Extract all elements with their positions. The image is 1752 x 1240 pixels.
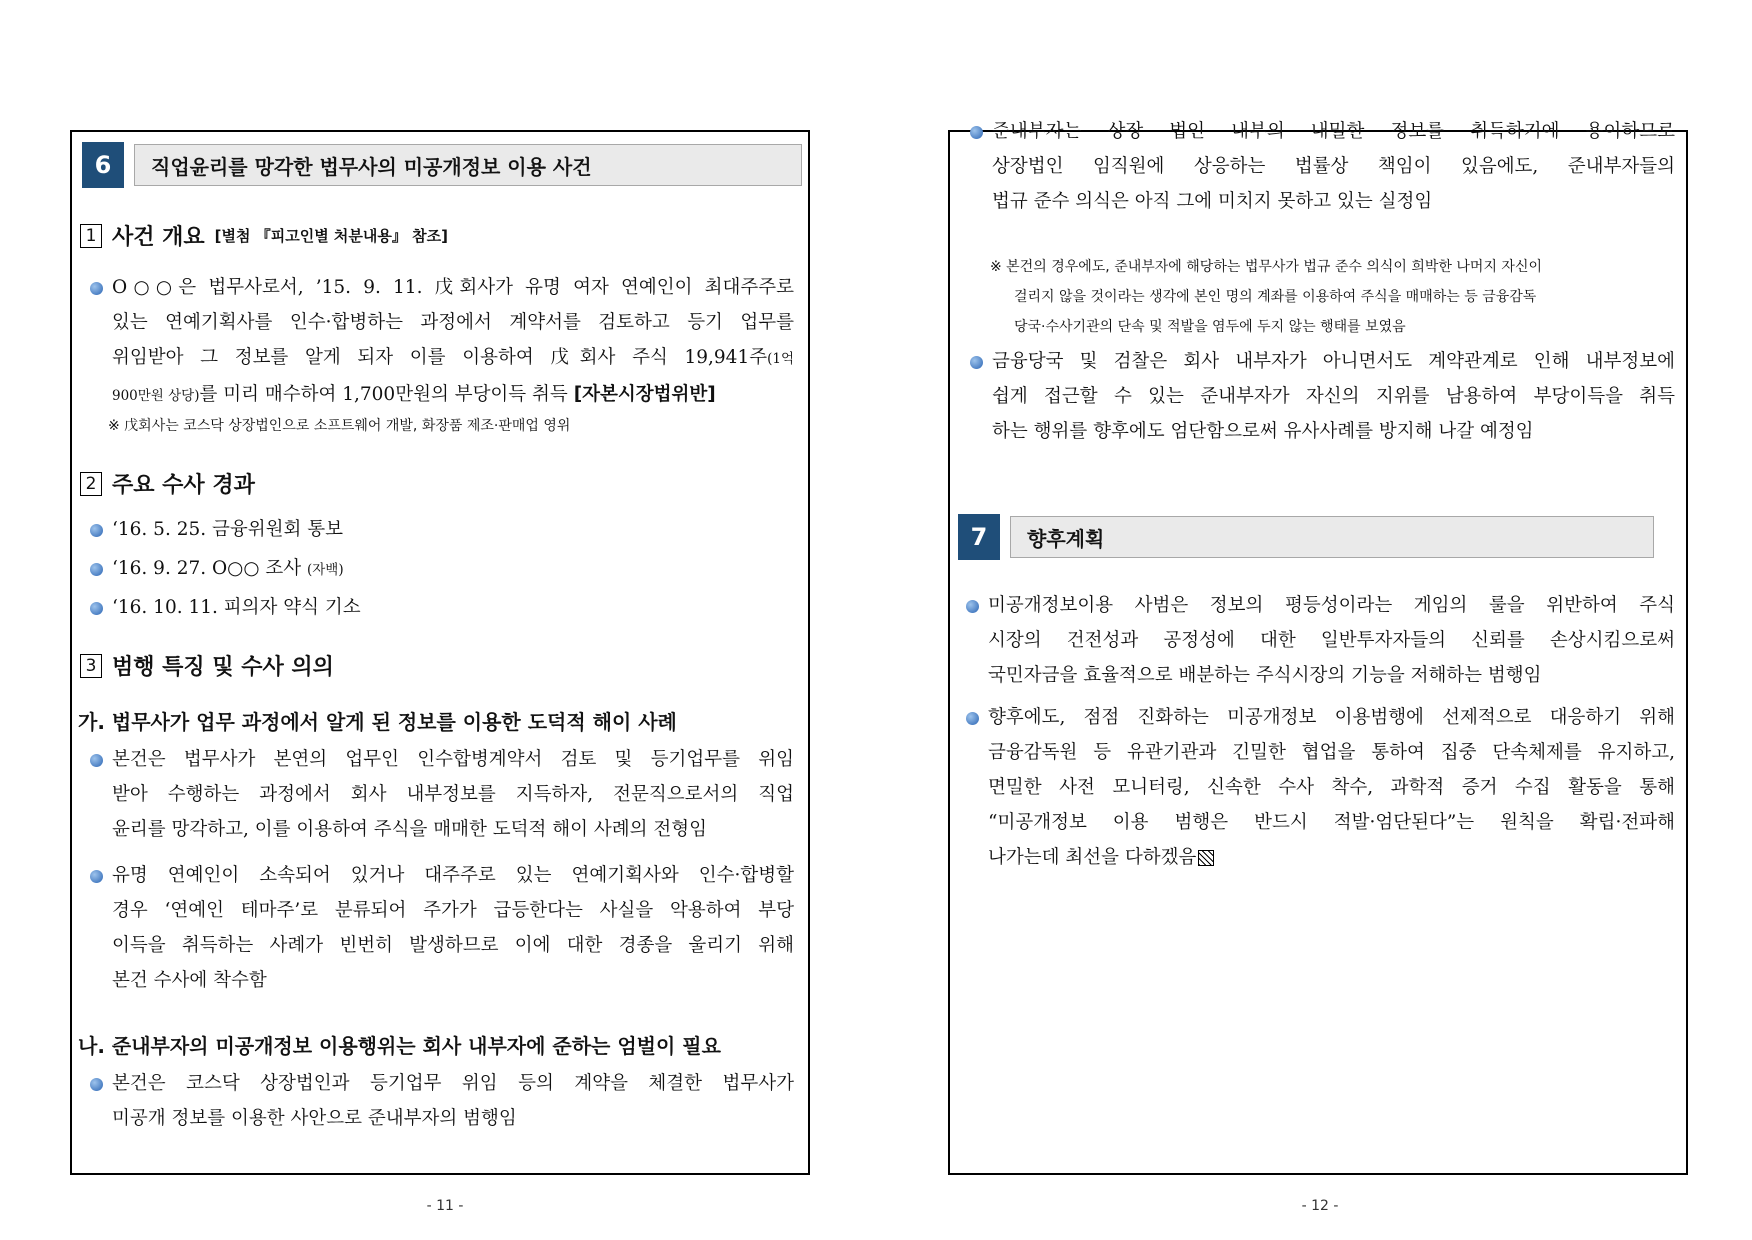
text-line: 준내부자는 상장 법인 내부의 내밀한 정보를 취득하기에 용이하므로	[992, 121, 1675, 142]
heading-significance	[80, 650, 334, 681]
note-company-info: ※ 戊회사는 코스닥 상장법인으로 소프트웨어 개발, 화장품 제조·판매업 영위	[108, 418, 571, 434]
section-title: 직업윤리를 망각한 법무사의 미공개정보 이용 사건	[134, 144, 802, 186]
heading-reference: [별첨 『피고인별 처분내용』 참조]	[214, 227, 448, 245]
text-line: 국민자금을 효율적으로 배분하는 주식시장의 기능을 저해하는 범행임	[988, 665, 1542, 686]
text-line: 하는 행위를 향후에도 엄단함으로써 유사사례를 방지해 나갈 예정임	[992, 421, 1534, 442]
text-line: 위임받아 그 정보를 알게 되자 이를 이용하여 戊회사 주식 19,941주(1억	[112, 347, 794, 368]
heading-overview	[80, 220, 448, 251]
bullet-case-summary	[112, 270, 794, 414]
bullet-icon	[90, 282, 103, 295]
bullet-icon	[970, 356, 983, 369]
page-right	[948, 121, 1688, 1175]
page-number: - 11 -	[426, 1198, 464, 1214]
heading-label: 주요 수사 경과	[112, 473, 255, 498]
text-line: 윤리를 망각하고, 이를 이용하여 주식을 매매한 도덕적 해이 사례의 전형임	[112, 819, 707, 840]
timeline-item: ‘16. 5. 25. 금융위원회 통보	[112, 512, 343, 547]
text-line: 미공개 정보를 이용한 사안으로 준내부자의 범행임	[112, 1108, 517, 1129]
heading-number-box: 2	[80, 472, 102, 496]
bullet-icon	[90, 870, 103, 883]
text-line: 미공개정보이용 사범은 정보의 평등성이라는 게임의 룰을 위반하여 주식	[988, 595, 1675, 616]
text-line: 상장법인 임직원에 상응하는 법률상 책임이 있음에도, 준내부자들의	[992, 156, 1675, 177]
section-number: 6	[82, 142, 124, 188]
text-line: 나가는데 최선을 다하겠음	[988, 840, 1675, 875]
text-line: 법규 준수 의식은 아직 그에 미치지 못하고 있는 실정임	[992, 191, 1433, 212]
text-line: 경우 ‘연예인 테마주’로 분류되어 주가가 급등한다는 사실을 악용하여 부당	[112, 900, 794, 921]
section-7-header	[958, 514, 1654, 560]
bullet-icon	[966, 712, 979, 725]
heading-label: 범행 특징 및 수사 의의	[112, 655, 334, 680]
heading-label: 사건 개요	[112, 225, 205, 250]
timeline-item: ‘16. 10. 11. 피의자 약식 기소	[112, 590, 361, 625]
heading-number-box: 1	[80, 224, 102, 248]
subheading-na: 나. 준내부자의 미공개정보 이용행위는 회사 내부자에 준하는 엄벌이 필요	[78, 1034, 721, 1058]
text-line: 향후에도, 점점 진화하는 미공개정보 이용범행에 선제적으로 대응하기 위해	[988, 707, 1675, 728]
bullet-quasi-insider	[112, 1066, 794, 1136]
text-line: 면밀한 사전 모니터링, 신속한 수사 착수, 과학적 증거 수집 활동을 통해	[988, 777, 1675, 798]
heading-investigation	[80, 468, 255, 499]
bullet-theme-stock	[112, 858, 794, 998]
subheading-ga: 가. 법무사가 업무 과정에서 알게 된 정보를 이용한 도덕적 해이 사례	[78, 710, 677, 734]
section-title: 향후계획	[1010, 516, 1654, 558]
text-line: 시장의 건전성과 공정성에 대한 일반투자자들의 신뢰를 손상시킴으로써	[988, 630, 1675, 651]
text-line: 금융당국 및 검찰은 회사 내부자가 아니면서도 계약관계로 인해 내부정보에	[992, 351, 1675, 372]
text-line: 유명 연예인이 소속되어 있거나 대주주로 있는 연예기획사와 인수·합병할	[112, 865, 794, 886]
section-6-header	[82, 142, 802, 188]
heading-number-box: 3	[80, 654, 102, 678]
bullet-icon	[90, 1078, 103, 1091]
text-line: 본건은 코스닥 상장법인과 등기업무 위임 등의 계약을 체결한 법무사가	[112, 1073, 794, 1094]
bullet-icon	[90, 524, 103, 537]
timeline-item: ‘16. 9. 27. O○○ 조사 (자백)	[112, 551, 344, 588]
bullet-crime-nature	[988, 588, 1675, 693]
text-line: 있는 연예기획사를 인수·합병하는 과정에서 계약서를 검토하고 등기 업무를	[112, 312, 794, 333]
page-number: - 12 -	[1301, 1198, 1339, 1214]
bullet-moral-hazard	[112, 742, 794, 847]
text-line: 쉽게 접근할 수 있는 준내부자가 자신의 지위를 남용하여 부당이득을 취득	[992, 386, 1675, 407]
bullet-icon	[90, 754, 103, 767]
note-case-behavior: ※ 본건의 경우에도, 준내부자에 해당하는 법무사가 법규 준수 의식이 희박한 나머지 자신이 걸리지 않을 것이라는 생각에 본인 명의 계좌를 이용하여 주식을 매매하는 등 금융감독 당국·수사기관의 단속 및 적발을 염두에 두지 않는 행태를 보였음	[990, 259, 1542, 335]
text-line: 900만원 상당)를 미리 매수하여 1,700만원의 부당이득 취득 [자본시장법위반]	[112, 384, 716, 405]
text-line: 금융감독원 등 유관기관과 긴밀한 협업을 통하여 집중 단속체제를 유지하고,	[988, 742, 1675, 763]
bullet-quasi-insider-duty	[992, 114, 1675, 219]
bullet-enforcement	[992, 344, 1675, 449]
section-number: 7	[958, 514, 1000, 560]
text-line: “미공개정보 이용 범행은 반드시 적발·엄단된다”는 원칙을 확립·전파해	[988, 812, 1675, 833]
end-mark-icon	[1198, 850, 1214, 866]
bullet-future-plan	[988, 700, 1675, 875]
text-line: 본건 수사에 착수함	[112, 970, 267, 991]
bullet-icon	[90, 563, 103, 576]
bullet-icon	[970, 126, 983, 139]
bullet-icon	[90, 602, 103, 615]
bullet-icon	[966, 600, 979, 613]
text-line: 받아 수행하는 과정에서 회사 내부정보를 지득하자, 전문직으로서의 직업	[112, 784, 794, 805]
text-line: 이득을 취득하는 사례가 빈번히 발생하므로 이에 대한 경종을 울리기 위해	[112, 935, 794, 956]
text-line: O○○은 법무사로서, ’15. 9. 11. 戊회사가 유명 여자 연예인이 최대주주로	[112, 277, 794, 298]
text-line: 본건은 법무사가 본연의 업무인 인수합병계약서 검토 및 등기업무를 위임	[112, 749, 794, 770]
page-left	[70, 130, 810, 1175]
